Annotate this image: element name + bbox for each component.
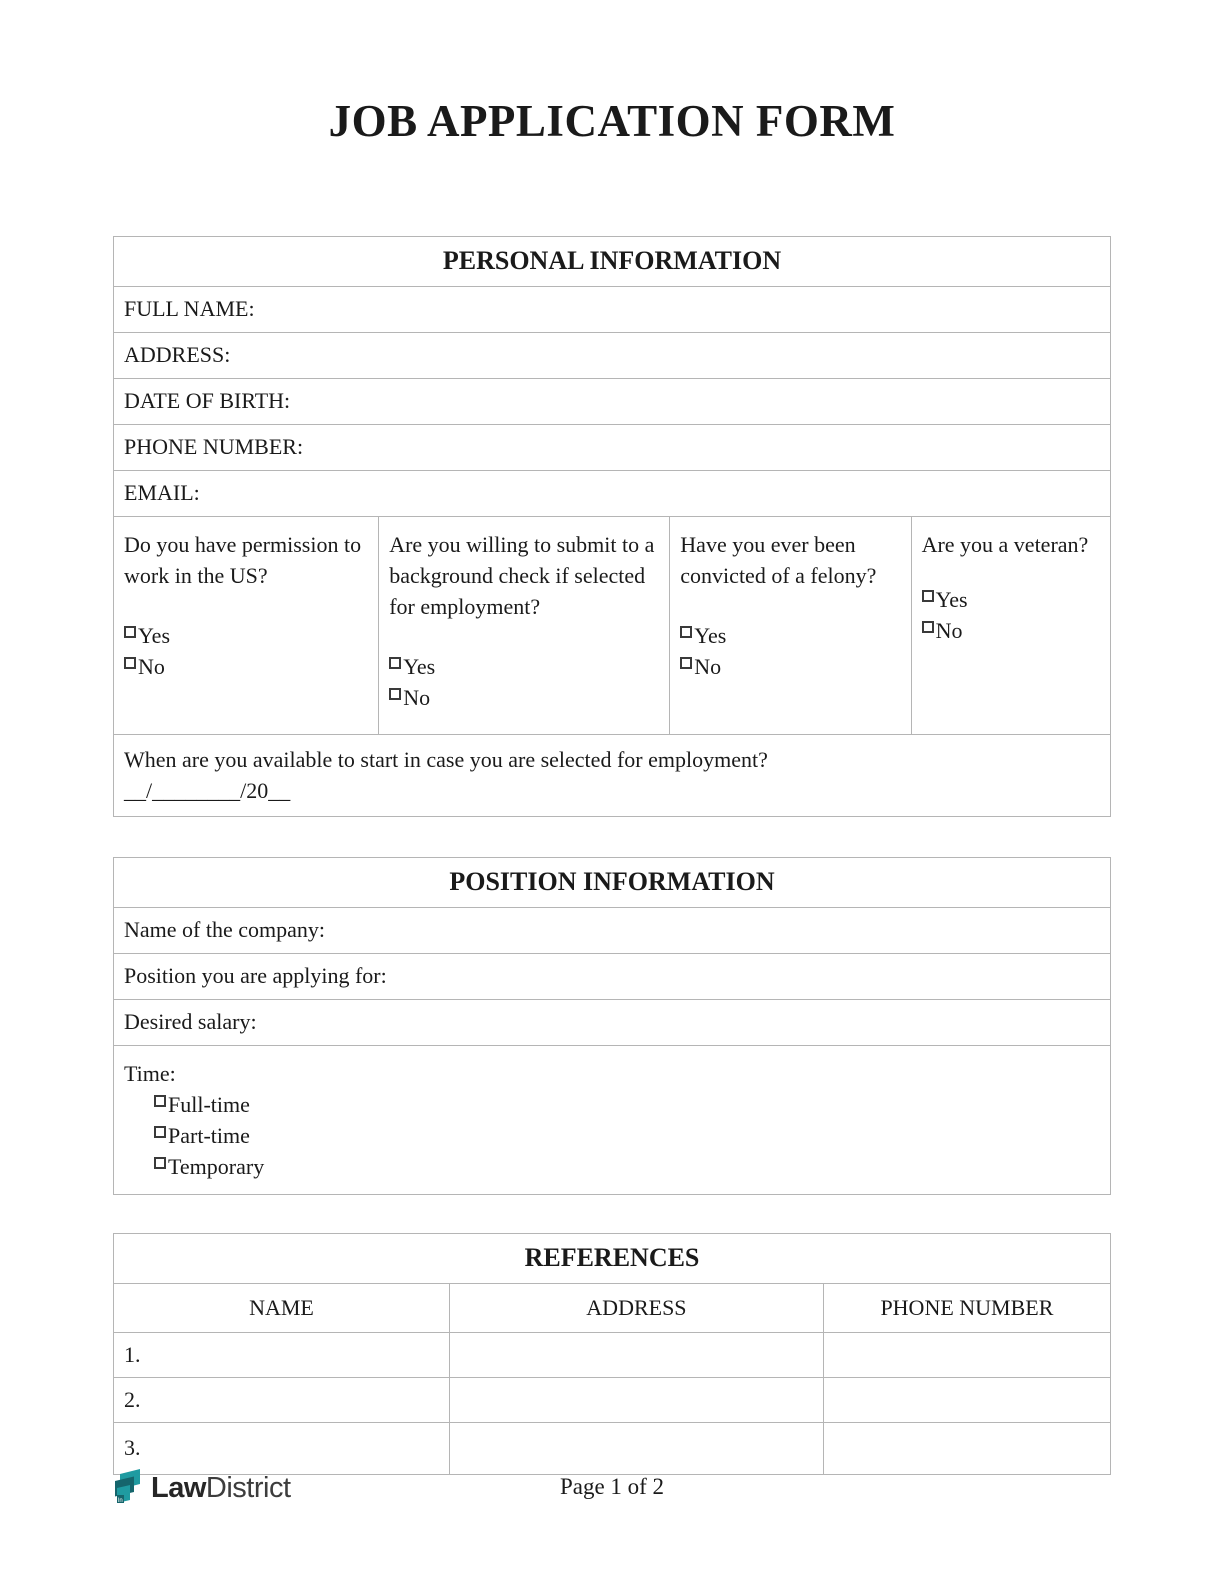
question-text: Have you ever been convicted of a felony? bbox=[680, 531, 877, 588]
field-row bbox=[114, 378, 1111, 424]
page-title: JOB APPLICATION FORM bbox=[328, 96, 896, 146]
reference-1-name-cell[interactable]: 1. bbox=[114, 1332, 450, 1377]
time-row bbox=[114, 1045, 1111, 1194]
reference-2-address-cell[interactable] bbox=[449, 1377, 823, 1422]
field-row bbox=[114, 953, 1111, 999]
field-company-name[interactable]: Name of the company: bbox=[114, 907, 1111, 953]
field-row bbox=[114, 907, 1111, 953]
option-label: No bbox=[138, 653, 165, 679]
page-number: Page 1 of 2 bbox=[559, 1474, 665, 1499]
lawdistrict-logo-icon bbox=[110, 1468, 146, 1508]
field-desired-salary[interactable]: Desired salary: bbox=[114, 999, 1111, 1045]
section-header-row bbox=[114, 857, 1111, 907]
logo-text-law: Law bbox=[151, 1471, 206, 1504]
checkbox-icon[interactable] bbox=[154, 1126, 166, 1138]
question-felony bbox=[670, 516, 911, 734]
option-label: No bbox=[694, 653, 722, 679]
question-background-check bbox=[379, 516, 670, 734]
option-no bbox=[922, 615, 1102, 646]
question-text: Do you have permission to work in the US? bbox=[124, 531, 362, 588]
option-temporary bbox=[154, 1151, 1102, 1182]
checkbox-icon[interactable] bbox=[124, 657, 136, 669]
lawdistrict-logo bbox=[110, 1468, 291, 1508]
option-label: Yes bbox=[138, 622, 171, 648]
availability-question: When are you available to start in case you are selected for employment? bbox=[124, 746, 768, 772]
field-row bbox=[114, 999, 1111, 1045]
checkbox-icon[interactable] bbox=[680, 626, 692, 638]
field-row bbox=[114, 332, 1111, 378]
option-label: No bbox=[403, 684, 431, 710]
option-no bbox=[680, 651, 902, 682]
checkbox-icon[interactable] bbox=[389, 657, 401, 669]
option-label: No bbox=[935, 617, 963, 643]
reference-row bbox=[114, 1377, 1111, 1422]
option-yes bbox=[389, 651, 661, 682]
checkbox-icon[interactable] bbox=[922, 590, 934, 602]
availability-row bbox=[114, 734, 1111, 816]
references-table bbox=[113, 1233, 1111, 1475]
option-label: Yes bbox=[694, 622, 727, 648]
reference-1-phone-cell[interactable] bbox=[823, 1332, 1110, 1377]
option-yes bbox=[124, 620, 370, 651]
personal-information-table bbox=[113, 236, 1111, 817]
field-email[interactable]: EMAIL: bbox=[114, 470, 1111, 516]
field-address[interactable]: ADDRESS: bbox=[114, 332, 1111, 378]
svg-text:ln: ln bbox=[118, 1498, 123, 1504]
checkbox-icon[interactable] bbox=[154, 1157, 166, 1169]
option-yes bbox=[680, 620, 902, 651]
option-label: Full-time bbox=[168, 1091, 250, 1117]
availability-answer-line[interactable]: __/________/20__ bbox=[124, 777, 291, 803]
option-part-time bbox=[154, 1120, 1102, 1151]
personal-section-header: PERSONAL INFORMATION bbox=[114, 236, 1111, 286]
section-header-row bbox=[114, 236, 1111, 286]
section-header-row bbox=[114, 1233, 1111, 1283]
option-label: Temporary bbox=[168, 1153, 265, 1179]
column-header-name: NAME bbox=[114, 1283, 450, 1332]
option-yes bbox=[922, 584, 1102, 615]
option-label: Part-time bbox=[168, 1122, 250, 1148]
reference-1-address-cell[interactable] bbox=[449, 1332, 823, 1377]
checkbox-icon[interactable] bbox=[680, 657, 692, 669]
field-row bbox=[114, 470, 1111, 516]
option-full-time bbox=[154, 1089, 1102, 1120]
reference-row bbox=[114, 1332, 1111, 1377]
reference-2-phone-cell[interactable] bbox=[823, 1377, 1110, 1422]
position-information-table bbox=[113, 857, 1111, 1195]
references-section-header: REFERENCES bbox=[114, 1233, 1111, 1283]
time-cell bbox=[114, 1045, 1111, 1194]
checkbox-icon[interactable] bbox=[124, 626, 136, 638]
column-header-phone: PHONE NUMBER bbox=[823, 1283, 1110, 1332]
availability-cell[interactable] bbox=[114, 734, 1111, 816]
reference-2-name-cell[interactable]: 2. bbox=[114, 1377, 450, 1422]
option-label: Yes bbox=[935, 586, 968, 612]
page-footer bbox=[0, 1466, 1224, 1526]
question-work-permission bbox=[114, 516, 379, 734]
field-date-of-birth[interactable]: DATE OF BIRTH: bbox=[114, 378, 1111, 424]
questions-row bbox=[114, 516, 1111, 734]
position-section-header: POSITION INFORMATION bbox=[114, 857, 1111, 907]
references-column-header-row bbox=[114, 1283, 1111, 1332]
option-label: Yes bbox=[403, 653, 436, 679]
checkbox-icon[interactable] bbox=[922, 621, 934, 633]
question-text: Are you a veteran? bbox=[921, 531, 1089, 557]
field-phone-number[interactable]: PHONE NUMBER: bbox=[114, 424, 1111, 470]
logo-text bbox=[151, 1472, 291, 1505]
reference-3-name-cell[interactable]: 3. bbox=[114, 1422, 450, 1474]
field-full-name[interactable]: FULL NAME: bbox=[114, 286, 1111, 332]
column-header-address: ADDRESS bbox=[449, 1283, 823, 1332]
question-text: Are you willing to submit to a background check if selected for employment? bbox=[389, 531, 655, 619]
field-position-applying[interactable]: Position you are applying for: bbox=[114, 953, 1111, 999]
question-veteran bbox=[911, 516, 1110, 734]
checkbox-icon[interactable] bbox=[154, 1095, 166, 1107]
field-row bbox=[114, 424, 1111, 470]
checkbox-icon[interactable] bbox=[389, 688, 401, 700]
option-no bbox=[389, 682, 661, 713]
logo-text-district: District bbox=[205, 1471, 291, 1504]
time-label: Time: bbox=[124, 1060, 176, 1086]
field-row bbox=[114, 286, 1111, 332]
option-no bbox=[124, 651, 370, 682]
